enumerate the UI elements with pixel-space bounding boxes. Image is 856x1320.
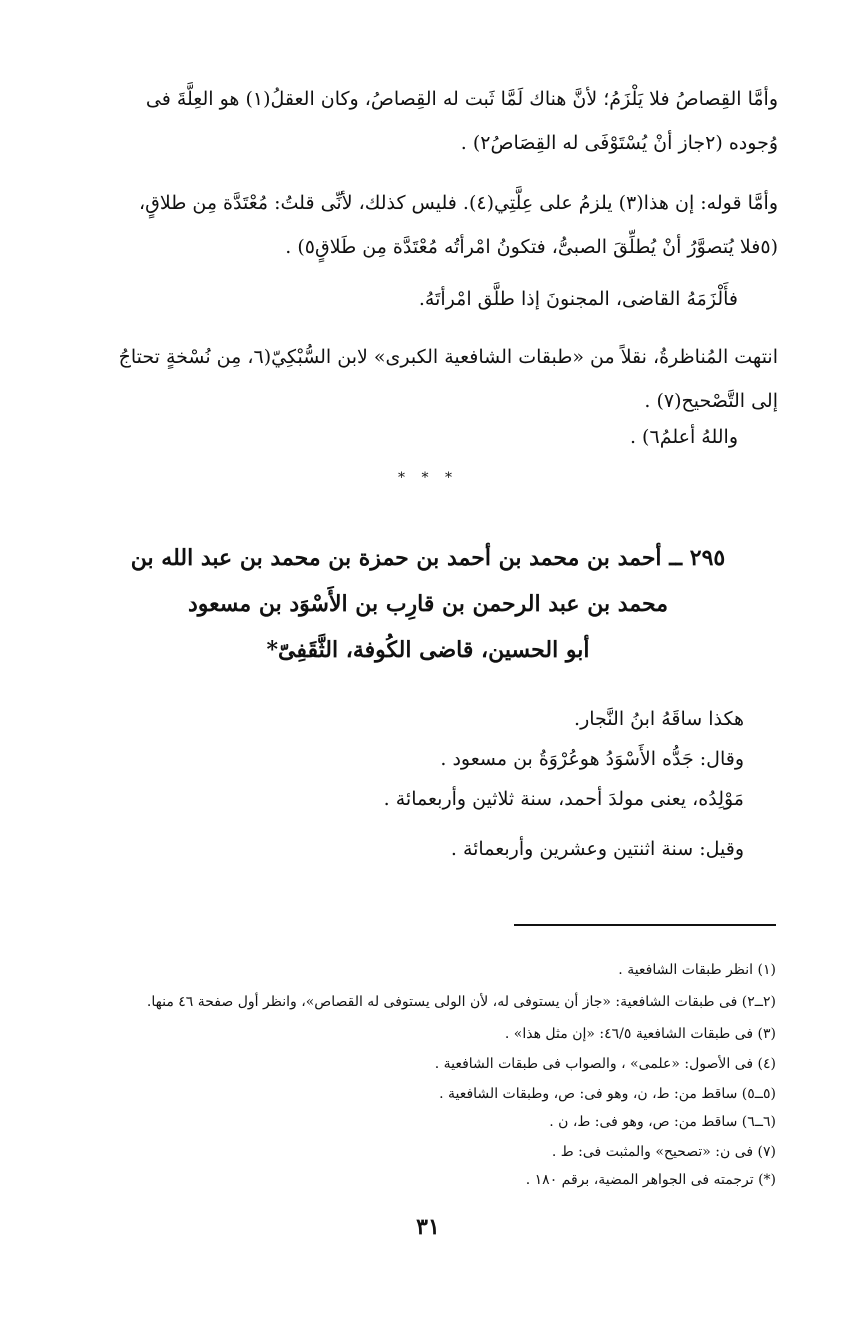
paragraph-line: وُجوده (٢جاز أنْ يُسْتَوْفَى له القِصَاصُ٢) .	[460, 132, 778, 154]
entry-line: هكذا ساقَهُ ابنُ النَّجار.	[574, 708, 744, 730]
page-number: ٣١	[416, 1214, 440, 1240]
paragraph-line: وأمَّا القِصاصُ فلا يَلْزَمُ؛ لأنَّ هناك لَمَّا ثَبت له القِصاصُ، وكان العقلُ(١) هو العِلَّةَ فى	[145, 88, 778, 110]
footnote: (٧) فى ن: «تصحيح» والمثبت فى: ط .	[551, 1144, 776, 1160]
entry-heading: أبو الحسين، قاضى الكُوفة، الثَّقَفِىّ*	[266, 637, 590, 663]
footnote: (٢ــ٢) فى طبقات الشافعية: «جاز أن يستوفى له، لأن الولى يستوفى له القصاص»، وانظر أول صفحة ٤٦ منها.	[146, 994, 776, 1010]
paragraph-line: وأمَّا قوله: إن هذا(٣) يلزمُ على عِلَّتِي(٤). فليس كذلك، لأنِّى قلتُ: مُعْتَدَّة مِن طلاقٍ،	[139, 192, 778, 214]
footnote: (٣) فى طبقات الشافعية ٤٦/٥: «إن مثل هذا» .	[504, 1026, 776, 1042]
paragraph-line: فأَلْزَمَهُ القاضى، المجنونَ إذا طلَّق امْرأتَهُ.	[418, 288, 738, 310]
entry-line: مَوْلِدُه، يعنى مولدَ أحمد، سنة ثلاثين وأربعمائة .	[383, 788, 744, 810]
footnote: (*) ترجمته فى الجواهر المضية، برقم ١٨٠ .	[525, 1172, 776, 1188]
paragraph-line: (٥فلا يُتصوَّرُ أنْ يُطلِّقَ الصبىُّ، فتكونُ امْرأتُه مُعْتَدَّة مِن طَلاقٍ٥) .	[285, 236, 778, 258]
entry-line: وقيل: سنة اثنتين وعشرين وأربعمائة .	[450, 838, 744, 860]
section-separator: * * *	[398, 470, 458, 486]
paragraph-line: إلى التَّصْحيح(٧) .	[644, 390, 778, 412]
entry-line: وقال: جَدُّه الأَسْوَدُ هوعُرْوَةُ بن مسعود .	[440, 748, 744, 770]
footnote-divider	[514, 924, 776, 926]
entry-heading: ٢٩٥ ــ أحمد بن محمد بن أحمد بن حمزة بن محمد بن عبد الله بن	[130, 545, 726, 571]
footnote: (١) انظر طبقات الشافعية .	[618, 962, 776, 978]
footnote: (٤) فى الأصول: «علمى» ، والصواب فى طبقات الشافعية .	[434, 1056, 776, 1072]
paragraph-line: انتهت المُناظرةُ، نقلاً من «طبقات الشافعية الكبرى» لابن السُّبْكِيّ(٦، مِن نُسْخةٍ تحتاجُ	[118, 346, 778, 368]
footnote: (٦ــ٦) ساقط من: ص، وهو فى: ط، ن .	[549, 1114, 776, 1130]
entry-heading: محمد بن عبد الرحمن بن قارِب بن الأَسْوَد بن مسعود	[188, 591, 668, 617]
paragraph-line: واللهُ أعلمُ٦) .	[629, 426, 738, 448]
footnote: (٥ــ٥) ساقط من: ط، ن، وهو فى: ص، وطبقات الشافعية .	[439, 1086, 776, 1102]
